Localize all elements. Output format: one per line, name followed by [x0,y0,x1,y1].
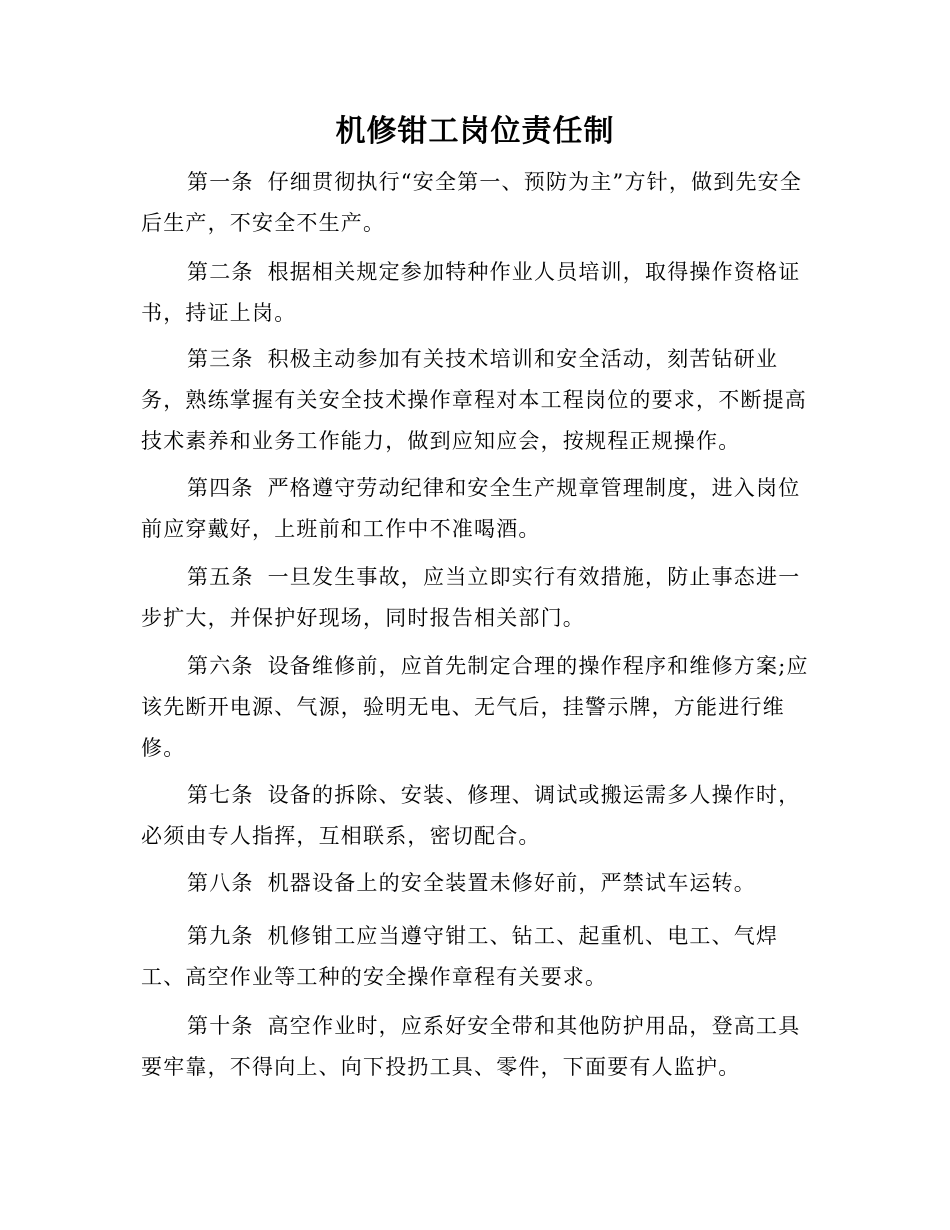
article-text: 严格遵守劳动纪律和安全生产规章管理制度，进入岗位前应穿戴好，上班前和工作中不准喝酒。 [141,476,801,541]
article-label: 第一条 [187,170,254,194]
document-title: 机修钳工岗位责任制 [335,114,615,149]
article-label: 第九条 [187,924,254,948]
article-text: 高空作业时，应系好安全带和其他防护用品，登高工具要牢靠，不得向上、向下投扔工具、零件，下面要有人监护。 [141,1014,801,1079]
article-text: 积极主动参加有关技术培训和安全活动，刻苦钻研业务，熟练掌握有关安全技术操作章程对本工程岗位的要求，不断提高技术素养和业务工作能力，做到应知应会，按规程正规操作。 [141,347,807,453]
article-7 [141,775,809,857]
article-text: 设备维修前，应首先制定合理的操作程序和维修方案;应该先断开电源、气源，验明无电、无气后，挂警示牌，方能进行维修。 [141,654,809,760]
article-2 [141,252,809,334]
article-10 [141,1006,809,1088]
article-label: 第四条 [187,476,254,500]
article-4 [141,468,809,550]
article-5 [141,557,809,639]
article-label: 第十条 [187,1014,254,1038]
article-8 [141,863,809,904]
article-9 [141,916,809,998]
article-label: 第七条 [187,783,254,807]
article-text: 机器设备上的安全装置未修好前，严禁试车运转。 [267,871,757,895]
article-6 [141,646,809,769]
article-label: 第五条 [187,565,254,589]
article-label: 第二条 [187,260,254,284]
article-text: 一旦发生事故，应当立即实行有效措施，防止事态进一步扩大，并保护好现场，同时报告相关部门。 [141,565,801,630]
article-1 [141,162,809,244]
article-label: 第六条 [187,654,254,678]
article-label: 第八条 [187,871,254,895]
article-text: 机修钳工应当遵守钳工、钻工、起重机、电工、气焊工、高空作业等工种的安全操作章程有关要求。 [141,924,779,989]
article-text: 设备的拆除、安装、修理、调试或搬运需多人操作时，必须由专人指挥，互相联系，密切配合。 [141,783,801,848]
article-text: 仔细贯彻执行“安全第一、预防为主”方针，做到先安全后生产，不安全不生产。 [141,170,803,235]
article-3 [141,339,809,462]
article-text: 根据相关规定参加特种作业人员培训，取得操作资格证书，持证上岗。 [141,260,801,325]
article-label: 第三条 [187,347,254,371]
